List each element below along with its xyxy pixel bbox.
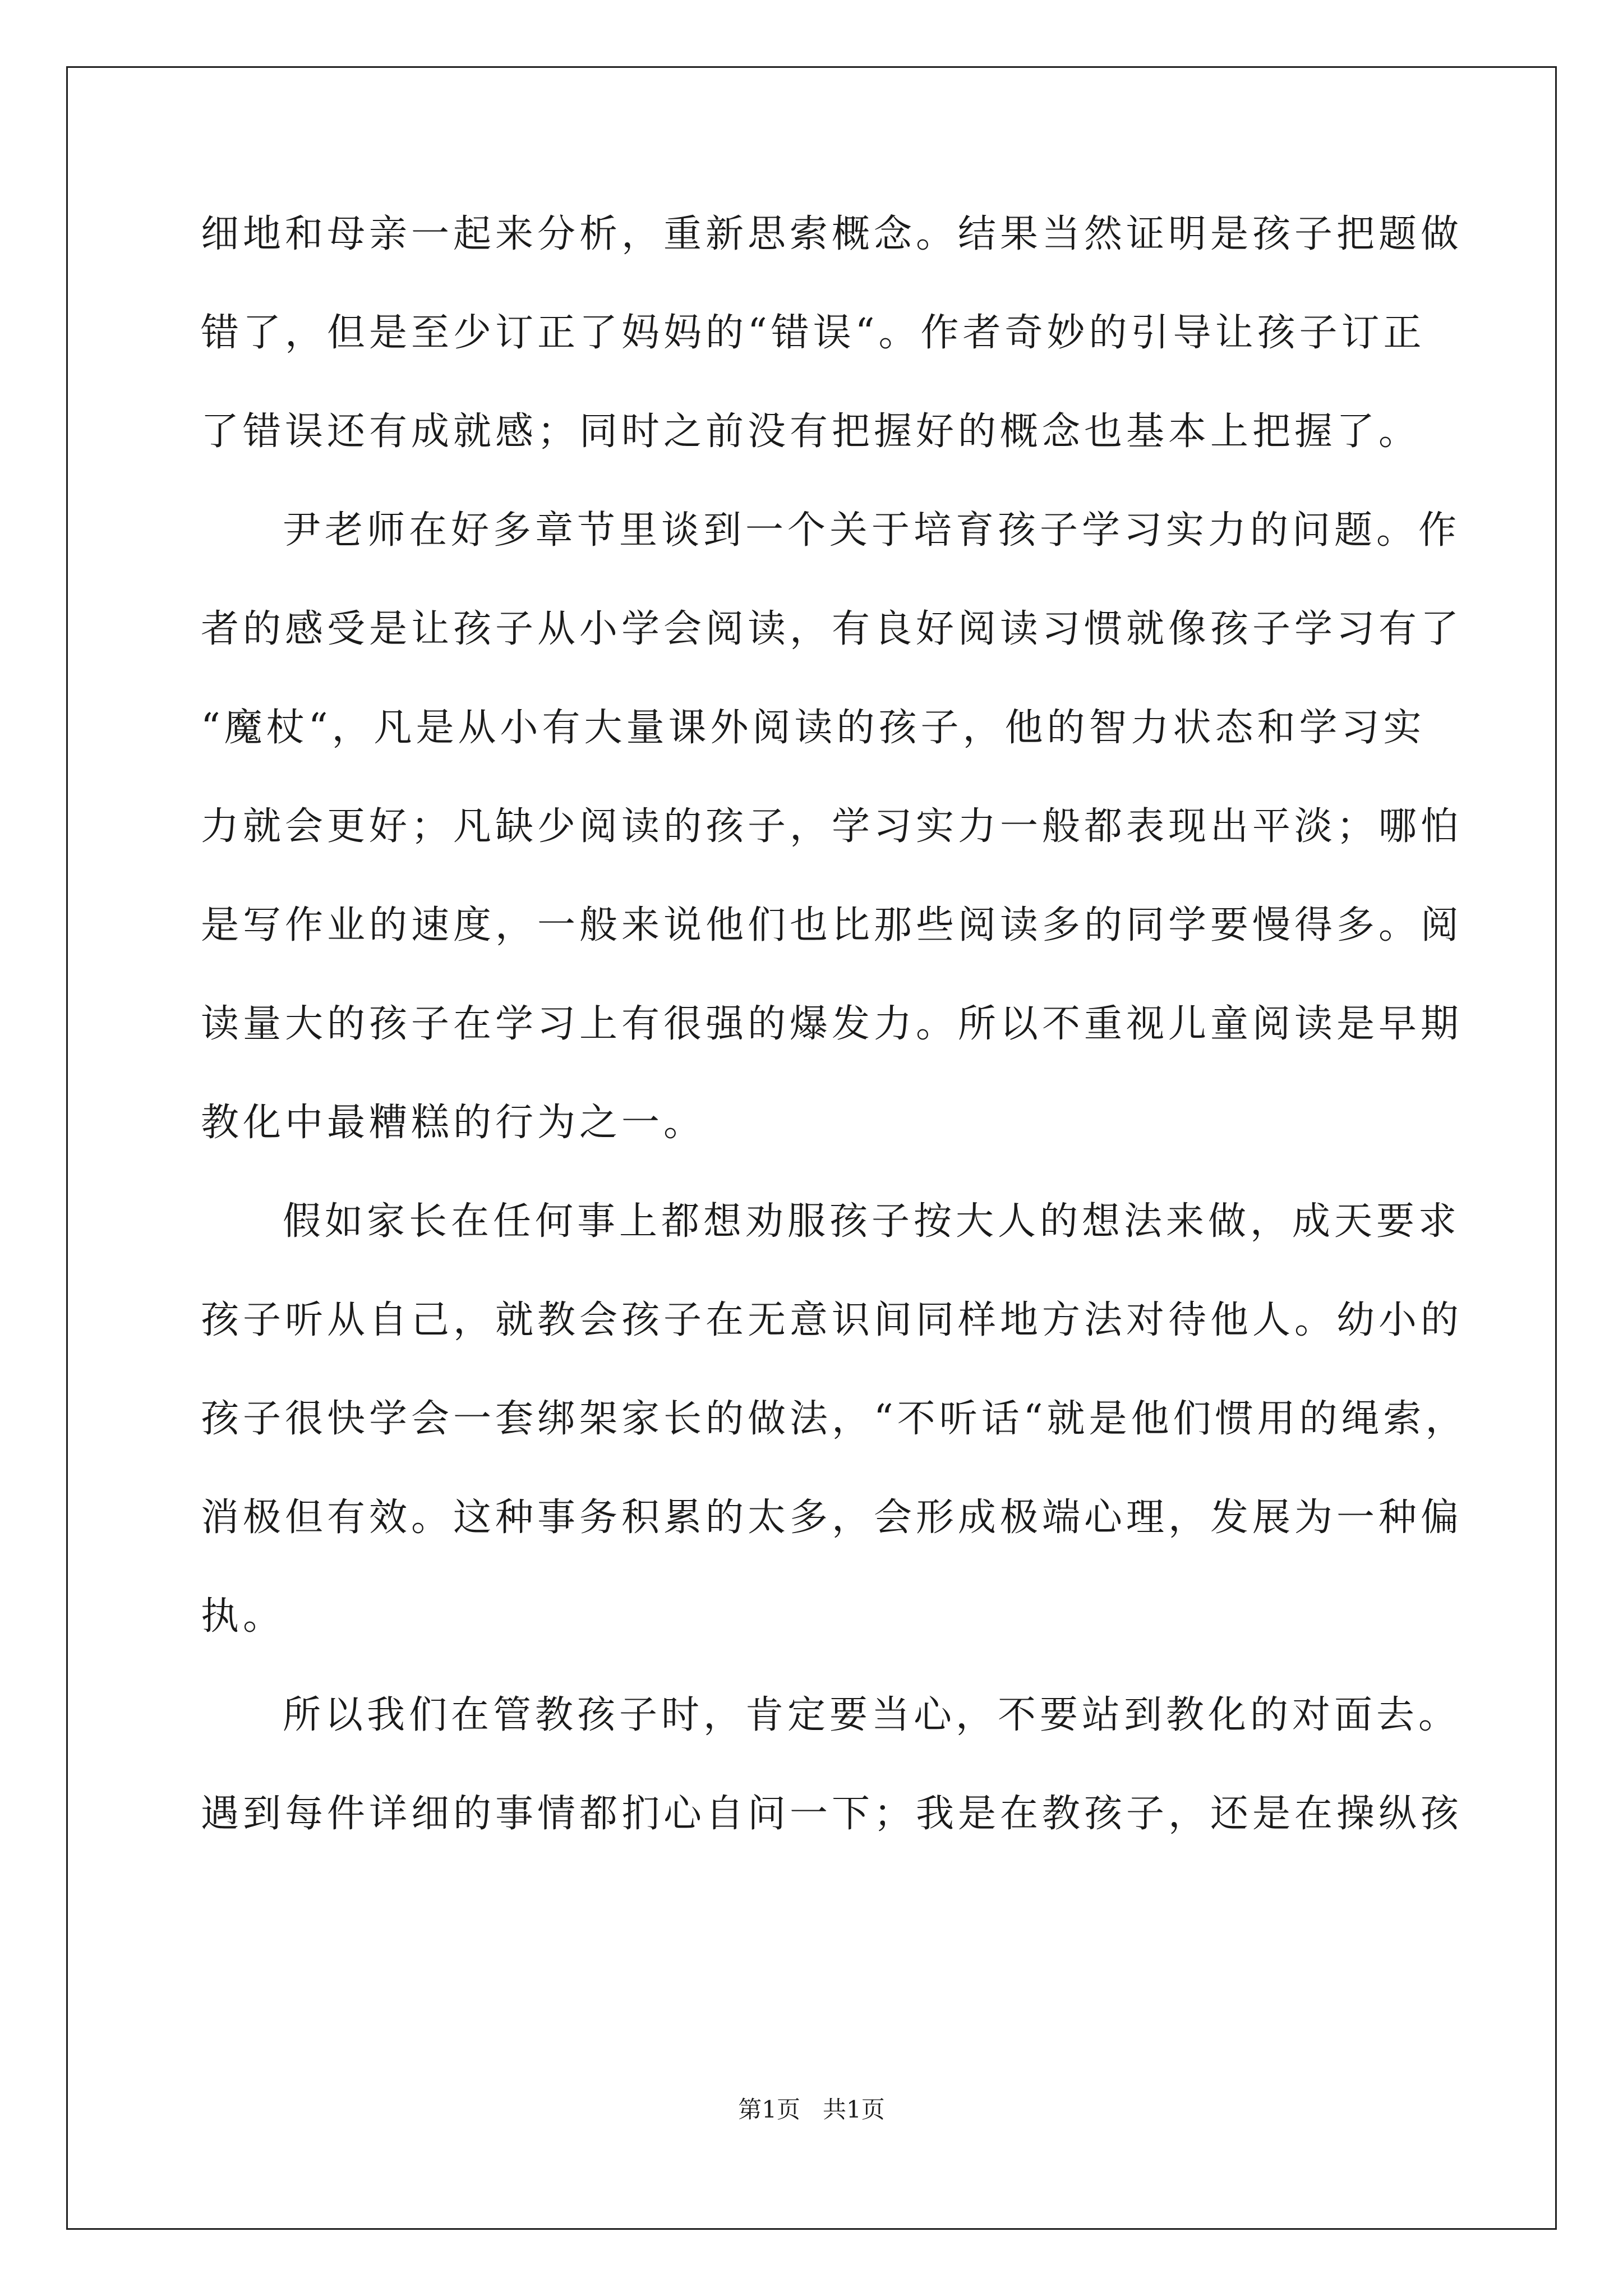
- text-line: 细地和母亲一起来分析，重新思索概念。结果当然证明是孩子把题做: [201, 212, 1463, 256]
- text-line: 孩子很快学会一套绑架家长的做法，“不听话“就是他们惯用的绳索，: [201, 1397, 1468, 1441]
- text-line: “魔杖“，凡是从小有大量课外阅读的孩子，他的智力状态和学习实: [201, 706, 1426, 750]
- page-number-footer: 第1页 共1页: [738, 2096, 885, 2123]
- text-line: 执。: [201, 1594, 285, 1639]
- paragraph-first-line: 尹老师在好多章节里谈到一个关于培育孩子学习实力的问题。作: [283, 508, 1461, 553]
- text-line: 孩子听从自己，就教会孩子在无意识间同样地方法对待他人。幼小的: [201, 1298, 1463, 1342]
- text-line: 消极但有效。这种事务积累的太多，会形成极端心理，发展为一种偏: [201, 1496, 1463, 1540]
- paragraph-first-line: 假如家长在任何事上都想劝服孩子按大人的想法来做，成天要求: [283, 1199, 1461, 1244]
- text-line: 者的感受是让孩子从小学会阅读，有良好阅读习惯就像孩子学习有了: [201, 607, 1463, 651]
- text-line: 是写作业的速度，一般来说他们也比那些阅读多的同学要慢得多。阅: [201, 903, 1463, 947]
- text-line: 遇到每件详细的事情都扪心自问一下；我是在教孩子，还是在操纵孩: [201, 1792, 1463, 1836]
- paragraph-first-line: 所以我们在管教孩子时，肯定要当心，不要站到教化的对面去。: [283, 1693, 1461, 1737]
- page-border: [66, 66, 1557, 2230]
- text-line: 教化中最糟糕的行为之一。: [201, 1101, 706, 1145]
- text-line: 读量大的孩子在学习上有很强的爆发力。所以不重视儿童阅读是早期: [201, 1002, 1463, 1046]
- text-line: 错了，但是至少订正了妈妈的“错误“。作者奇妙的引导让孩子订正: [201, 311, 1426, 355]
- text-line: 力就会更好；凡缺少阅读的孩子，学习实力一般都表现出平淡；哪怕: [201, 804, 1463, 849]
- text-line: 了错误还有成就感；同时之前没有把握好的概念也基本上把握了。: [201, 409, 1421, 454]
